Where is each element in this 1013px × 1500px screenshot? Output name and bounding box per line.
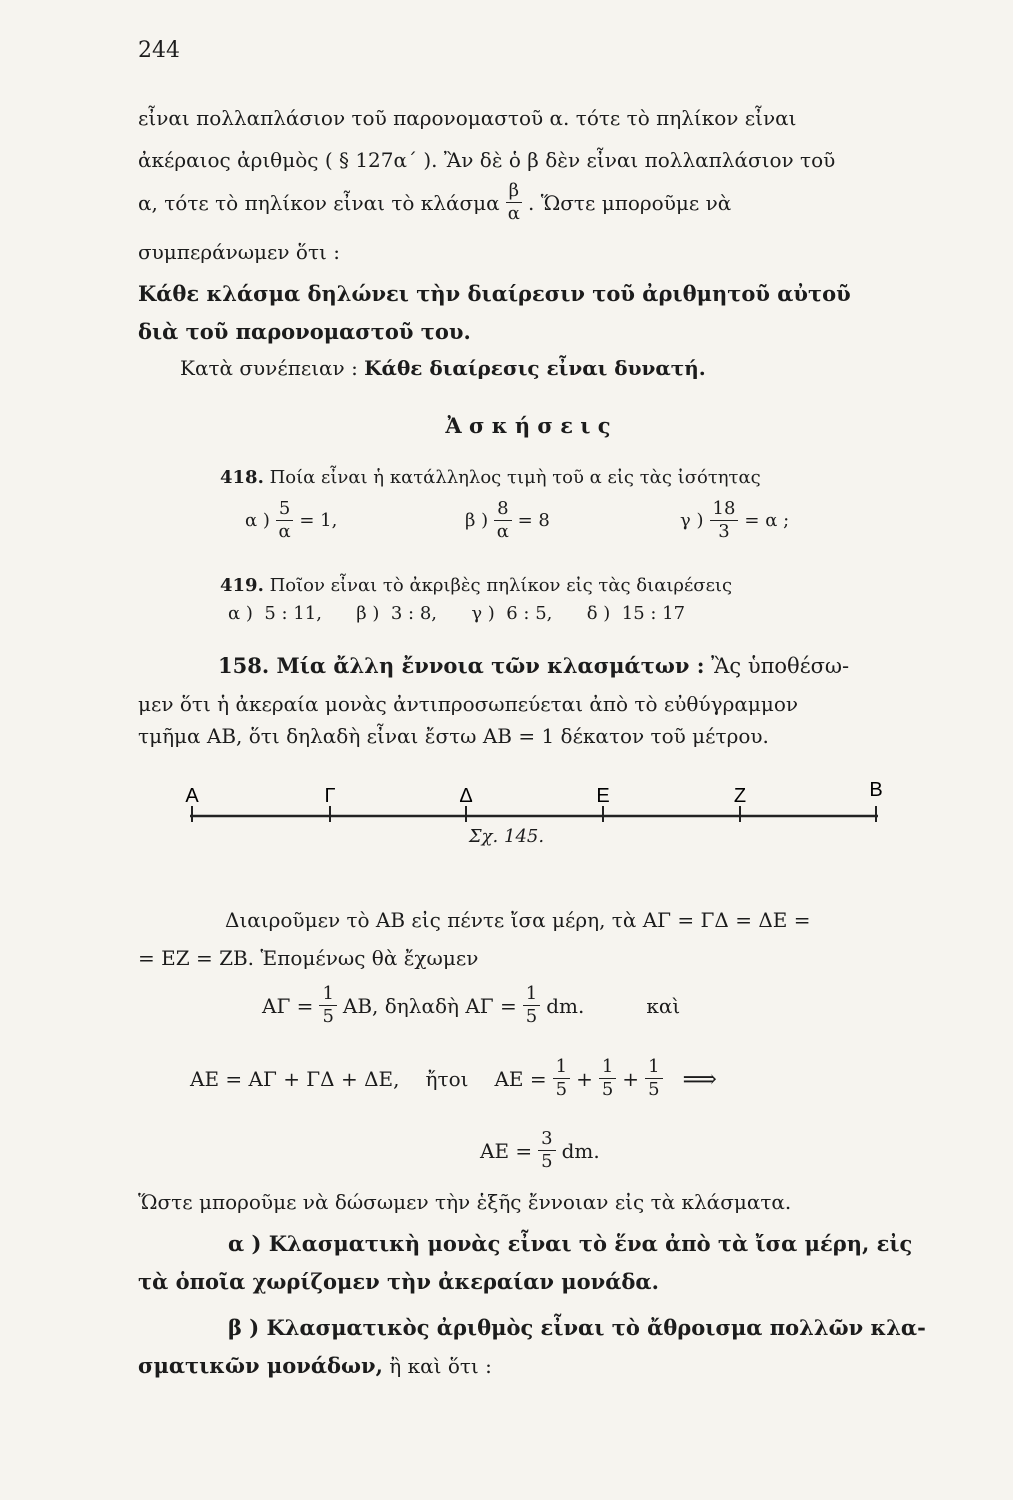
rule-line-1: Κάθε κλάσμα δηλώνει τὴν διαίρεσιν τοῦ ἀριθμητοῦ αὐτοῦ <box>138 281 851 306</box>
eq2-fraction-3 <box>645 1058 662 1099</box>
intro-line-2: ἀκέραιος ἀριθμὸς ( § 127α΄ ). Ἂν δὲ ὁ β δὲν εἶναι πολλαπλάσιον τοῦ <box>138 148 836 172</box>
exercise-418-a-label: α ) <box>245 510 270 531</box>
exercise-419-items: α ) 5 : 11, β ) 3 : 8, γ ) 6 : 5, δ ) 15 : 17 <box>228 603 686 624</box>
eq2-fraction-2 <box>599 1058 616 1099</box>
exercises-title: Ἀ σ κ ή σ ε ι ς <box>445 413 611 438</box>
section-158-heading: 158. Μία ἄλλη ἔννοια τῶν κλασμάτων : <box>218 653 705 678</box>
conclusion-line-1: Ὥστε μποροῦμε νὰ δώσωμεν τὴν ἑξῆς ἔννοιαν εἰς τὰ κλάσματα. <box>138 1190 792 1214</box>
eq2-etoi: ἤτοι <box>425 1066 469 1091</box>
fraction-numerator: 1 <box>553 1058 570 1079</box>
intro-line-4: συμπεράνωμεν ὅτι : <box>138 240 340 264</box>
point-label-e: Ε <box>596 785 610 807</box>
eq3-lhs: ΑΕ = <box>480 1138 533 1163</box>
exercise-418-a-rest: = 1, <box>299 510 338 531</box>
intro-line-3b: . Ὥστε μποροῦμε νὰ <box>528 190 732 215</box>
conclusion-b-line-2 <box>138 1352 918 1380</box>
eq1-kai: καὶ <box>646 993 681 1018</box>
fraction-denominator: 5 <box>555 1079 568 1100</box>
division-line-1: Διαιροῦμεν τὸ ΑΒ εἰς πέντε ἴσα μέρη, τὰ ΑΓ = ΓΔ = ΔΕ = <box>225 908 811 932</box>
eq2-plus-2: + <box>622 1066 640 1091</box>
fraction-denominator: α <box>278 521 291 542</box>
exercise-418-c-rest: = α ; <box>744 510 790 531</box>
exercise-418-number: 418. <box>220 467 264 488</box>
exercise-418-b-rest: = 8 <box>517 510 550 531</box>
exercise-419-text: Ποῖον εἶναι τὸ ἀκριβὲς πηλίκον εἰς τὰς διαιρέσεις <box>269 575 733 596</box>
fraction-numerator: 1 <box>645 1058 662 1079</box>
fraction-numerator: 3 <box>538 1130 555 1151</box>
conclusion-a-line-2: τὰ ὁποῖα χωρίζομεν τὴν ἀκεραίαν μονάδα. <box>138 1269 659 1294</box>
fraction-denominator: 5 <box>601 1079 614 1100</box>
eq2-lhs: ΑΕ = ΑΓ + ΓΔ + ΔΕ, <box>190 1066 400 1091</box>
fraction-numerator: β <box>506 182 522 203</box>
exercise-418-b-label: β ) <box>465 510 489 531</box>
point-label-b: Β <box>869 779 883 801</box>
conclusion-b-line-2a: σματικῶν μονάδων, <box>138 1353 383 1378</box>
fraction-denominator: 5 <box>322 1006 334 1027</box>
section-158-line-2: μεν ὅτι ἡ ἀκεραία μονὰς ἀντιπροσωπεύεται ἀπὸ τὸ εὐθύγραμμον <box>138 692 799 716</box>
fraction-denominator: 5 <box>525 1006 538 1027</box>
eq1-fraction <box>319 985 336 1026</box>
conclusion-a-line-1: α ) Κλασματικὴ μονὰς εἶναι τὸ ἕνα ἀπὸ τὰ ἴσα μέρη, εἰς <box>228 1231 913 1256</box>
eq3-unit: dm. <box>561 1138 600 1163</box>
page-number: 244 <box>138 38 180 63</box>
conclusion-b-line-1: β ) Κλασματικὸς ἀριθμὸς εἶναι τὸ ἄθροισμα πολλῶν κλα- <box>228 1315 926 1340</box>
fraction-numerator: 1 <box>599 1058 616 1079</box>
fraction-numerator: 18 <box>710 500 739 521</box>
equation-3 <box>480 1130 600 1171</box>
eq1-fraction-2 <box>523 985 540 1026</box>
rule-line-2: διὰ τοῦ παρονομαστοῦ του. <box>138 319 471 344</box>
conclusion-b-line-2b: ἢ καὶ ὅτι : <box>389 1354 492 1378</box>
fraction-denominator: 5 <box>648 1079 660 1100</box>
point-label-d: Δ <box>459 785 473 807</box>
section-158-line-1-rest: Ἂς ὑποθέσω- <box>711 654 850 678</box>
section-158-line-3: τμῆμα ΑΒ, ὅτι δηλαδὴ εἶναι ἔστω ΑΒ = 1 δέκατον τοῦ μέτρου. <box>138 724 769 748</box>
exercise-419-number: 419. <box>220 575 264 596</box>
eq1-lhs: ΑΓ = <box>262 993 314 1018</box>
eq1-unit: dm. <box>546 993 585 1018</box>
fraction-numerator: 1 <box>319 985 336 1006</box>
intro-line-1: εἶναι πολλαπλάσιον τοῦ παρονομαστοῦ α. τότε τὸ πηλίκον εἶναι <box>138 106 797 130</box>
consequence-label: Κατὰ συνέπειαν : <box>180 356 358 380</box>
fraction-denominator: α <box>507 203 520 224</box>
equation-1 <box>262 985 680 1026</box>
point-label-z: Ζ <box>733 785 747 807</box>
eq3-fraction <box>538 1130 555 1171</box>
point-label-g: Γ <box>324 785 336 807</box>
fraction-numerator: 8 <box>494 500 511 521</box>
fraction-denominator: α <box>496 521 509 542</box>
division-line-2: = ΕΖ = ΖΒ. Ἑπομένως θὰ ἔχωμεν <box>138 946 479 970</box>
eq2-fraction-1 <box>553 1058 570 1099</box>
exercise-418-text: Ποία εἶναι ἡ κατάλληλος τιμὴ τοῦ α εἰς τὰς ἰσότητας <box>269 467 761 488</box>
exercise-418-c-label: γ ) <box>680 510 704 531</box>
figure-caption: Σχ. 145. <box>468 826 545 847</box>
eq1-middle: ΑΒ, δηλαδὴ ΑΓ = <box>342 993 517 1018</box>
consequence-statement: Κάθε διαίρεσις εἶναι δυνατή. <box>364 356 706 380</box>
fraction-numerator: 1 <box>523 985 540 1006</box>
eq2-plus-1: + <box>576 1066 593 1091</box>
fraction-denominator: 5 <box>541 1151 553 1172</box>
implies-arrow-icon: ⟹ <box>682 1064 717 1093</box>
intro-line-3a: α, τότε τὸ πηλίκον εἶναι τὸ κλάσμα <box>138 190 500 215</box>
fraction-denominator: 3 <box>718 521 730 542</box>
eq2-rhs: ΑΕ = <box>494 1066 547 1091</box>
equation-2 <box>190 1058 717 1099</box>
fraction-numerator: 5 <box>276 500 293 521</box>
point-label-a: Α <box>185 785 199 807</box>
